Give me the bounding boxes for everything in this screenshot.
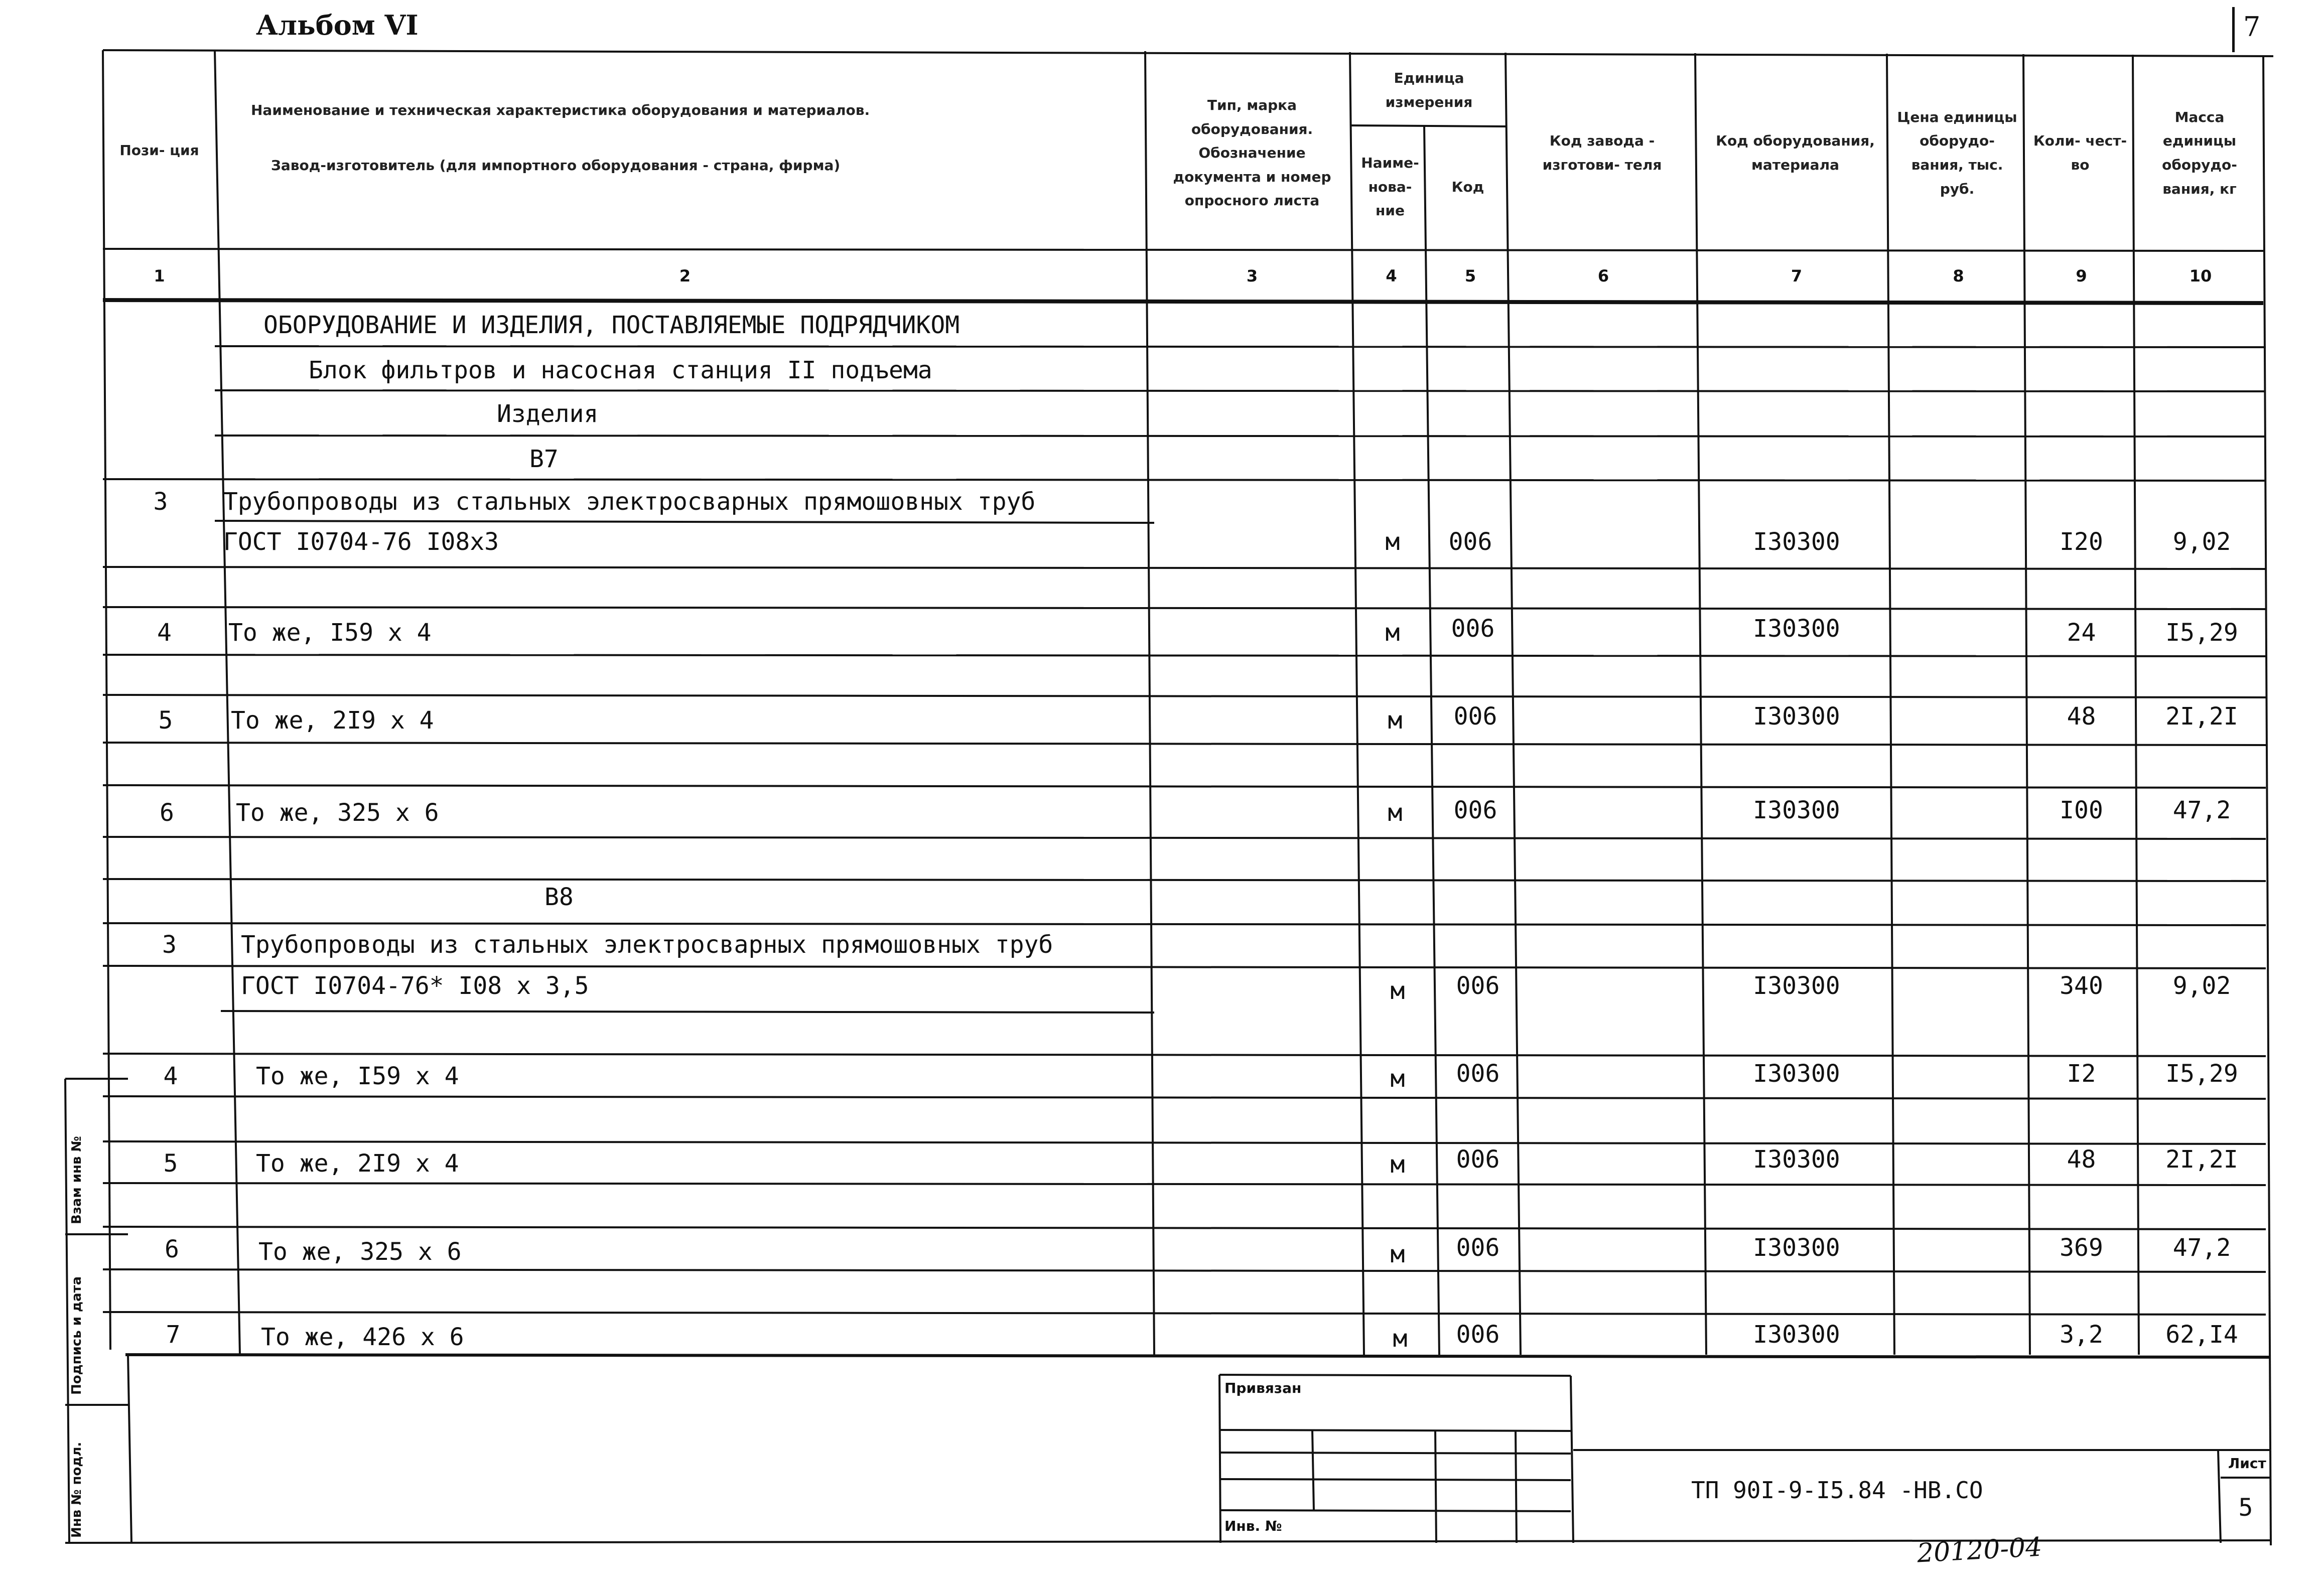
col-number: 1 bbox=[154, 266, 165, 285]
row-quantity: 3,2 bbox=[2060, 1321, 2103, 1349]
row-unit: м bbox=[1385, 618, 1400, 647]
row-name: То же, I59 x 4 bbox=[228, 618, 432, 647]
row-mass: I5,29 bbox=[2165, 618, 2238, 647]
row-quantity: 24 bbox=[2067, 618, 2096, 647]
col-number: 5 bbox=[1464, 266, 1476, 285]
row-name: ГОСТ I0704-76* I08 x 3,5 bbox=[241, 972, 589, 1000]
section-title-items: Изделия bbox=[497, 399, 599, 428]
row-position: 7 bbox=[166, 1321, 181, 1349]
row-unit-code: 006 bbox=[1448, 528, 1492, 556]
row-name: То же, 426 x 6 bbox=[261, 1323, 464, 1351]
row-unit: м bbox=[1388, 799, 1403, 827]
row-unit-code: 006 bbox=[1456, 1060, 1500, 1088]
row-unit: м bbox=[1390, 1150, 1405, 1179]
row-mass: 62,I4 bbox=[2165, 1321, 2238, 1349]
section-title-b8: В8 bbox=[544, 883, 574, 911]
row-material-code: I30300 bbox=[1753, 1321, 1840, 1349]
row-unit-code: 006 bbox=[1456, 1321, 1500, 1349]
col-number: 4 bbox=[1386, 266, 1397, 285]
row-material-code: I30300 bbox=[1753, 796, 1840, 824]
row-unit: м bbox=[1388, 706, 1403, 735]
row-material-code: I30300 bbox=[1753, 614, 1840, 643]
row-name: ГОСТ I0704-76 I08x3 bbox=[223, 528, 499, 556]
row-quantity: 48 bbox=[2067, 1145, 2096, 1174]
header-name-line1: Наименование и техническая характеристика оборудования и материалов. bbox=[251, 102, 870, 119]
row-position: 4 bbox=[157, 618, 172, 647]
row-unit-code: 006 bbox=[1456, 972, 1500, 1000]
header-type: Тип, марка оборудования. Обозначение документа и номер опросного листа bbox=[1173, 97, 1331, 209]
row-mass: 47,2 bbox=[2172, 1234, 2231, 1262]
sheet-number: 5 bbox=[2238, 1494, 2253, 1522]
row-quantity: 48 bbox=[2067, 702, 2096, 731]
row-material-code: I30300 bbox=[1753, 1060, 1840, 1088]
row-name: Трубопроводы из стальных электросварных прямошовных труб bbox=[223, 488, 1036, 516]
row-name: Трубопроводы из стальных электросварных прямошовных труб bbox=[241, 930, 1053, 959]
row-unit-code: 006 bbox=[1456, 1145, 1500, 1174]
header-name-line2: Завод-изготовитель (для импортного оборудования - страна, фирма) bbox=[271, 157, 841, 174]
row-name: То же, 325 x 6 bbox=[258, 1238, 462, 1266]
album-label: Альбом VI bbox=[256, 9, 419, 41]
row-mass: I5,29 bbox=[2165, 1060, 2238, 1088]
side-label-podpis: Подпись и дата bbox=[69, 1276, 84, 1395]
row-unit: м bbox=[1393, 1324, 1408, 1353]
row-mass: 2I,2I bbox=[2165, 702, 2238, 731]
row-quantity: I00 bbox=[2060, 796, 2103, 824]
header-price: Цена единицы оборудо- вания, тыс. руб. bbox=[1897, 108, 2017, 197]
col-number: 7 bbox=[1791, 266, 1803, 285]
header-material-code: Код оборудования, материала bbox=[1716, 132, 1875, 173]
row-unit: м bbox=[1385, 528, 1400, 556]
col-number: 3 bbox=[1246, 266, 1258, 285]
col-number: 9 bbox=[2076, 266, 2087, 285]
col-number: 6 bbox=[1597, 266, 1609, 285]
header-position: Пози- ция bbox=[119, 142, 199, 159]
row-position: 3 bbox=[162, 930, 177, 959]
row-name: То же, 2I9 x 4 bbox=[231, 706, 434, 735]
stamp-inv-no: Инв. № bbox=[1224, 1518, 1282, 1534]
col-number: 8 bbox=[1953, 266, 1964, 285]
row-unit-code: 006 bbox=[1453, 702, 1497, 731]
header-factory-code: Код завода - изготови- теля bbox=[1542, 132, 1662, 173]
row-unit-code: 006 bbox=[1453, 796, 1497, 824]
row-unit: м bbox=[1390, 1065, 1405, 1093]
section-title-b7: В7 bbox=[529, 445, 559, 473]
row-position: 5 bbox=[163, 1149, 178, 1178]
row-quantity: I20 bbox=[2060, 528, 2103, 556]
row-mass: 9,02 bbox=[2172, 528, 2231, 556]
row-material-code: I30300 bbox=[1753, 1145, 1840, 1174]
side-label-inv-podl: Инв № подл. bbox=[69, 1441, 84, 1538]
row-position: 6 bbox=[160, 799, 174, 827]
row-mass: 9,02 bbox=[2172, 972, 2231, 1000]
row-position: 3 bbox=[153, 488, 168, 516]
stamp-privyazan: Привязан bbox=[1224, 1380, 1302, 1396]
row-quantity: 369 bbox=[2060, 1234, 2103, 1262]
header-unit: Единица измерения bbox=[1385, 70, 1473, 110]
row-material-code: I30300 bbox=[1753, 702, 1840, 731]
row-mass: 2I,2I bbox=[2165, 1145, 2238, 1174]
row-material-code: I30300 bbox=[1753, 1234, 1840, 1262]
row-quantity: I2 bbox=[2067, 1060, 2096, 1088]
row-unit: м bbox=[1390, 977, 1405, 1005]
header-unit-code: Код bbox=[1451, 178, 1484, 195]
row-unit-code: 006 bbox=[1451, 614, 1495, 643]
header-quantity: Коли- чест- во bbox=[2033, 132, 2127, 173]
sheet-label: Лист bbox=[2228, 1455, 2266, 1472]
row-name: То же, I59 x 4 bbox=[256, 1062, 459, 1090]
row-unit-code: 006 bbox=[1456, 1234, 1500, 1262]
header-mass: Масса единицы оборудо- вания, кг bbox=[2162, 108, 2237, 197]
header-unit-name: Наиме- нова- ние bbox=[1361, 155, 1419, 219]
handwritten-note: 20120-04 bbox=[1916, 1532, 2043, 1569]
col-number: 2 bbox=[679, 266, 691, 285]
section-title-block: Блок фильтров и насосная станция II подъема bbox=[309, 356, 932, 384]
row-material-code: I30300 bbox=[1753, 528, 1840, 556]
document-code: ТП 90I-9-I5.84 -НВ.СО bbox=[1691, 1477, 1983, 1504]
row-unit: м bbox=[1390, 1240, 1405, 1268]
side-label-vzam: Взам инв № bbox=[69, 1136, 84, 1224]
page-number: 7 bbox=[2243, 11, 2261, 43]
row-material-code: I30300 bbox=[1753, 972, 1840, 1000]
row-quantity: 340 bbox=[2060, 972, 2103, 1000]
row-name: То же, 325 x 6 bbox=[236, 799, 439, 827]
row-position: 6 bbox=[165, 1235, 179, 1263]
col-number: 10 bbox=[2189, 266, 2212, 285]
section-title-main: ОБОРУДОВАНИЕ И ИЗДЕЛИЯ, ПОСТАВЛЯЕМЫЕ ПОДРЯДЧИКОМ bbox=[263, 311, 960, 339]
row-mass: 47,2 bbox=[2172, 796, 2231, 824]
row-name: То же, 2I9 x 4 bbox=[256, 1149, 459, 1178]
row-position: 5 bbox=[158, 706, 173, 735]
row-position: 4 bbox=[163, 1062, 178, 1090]
